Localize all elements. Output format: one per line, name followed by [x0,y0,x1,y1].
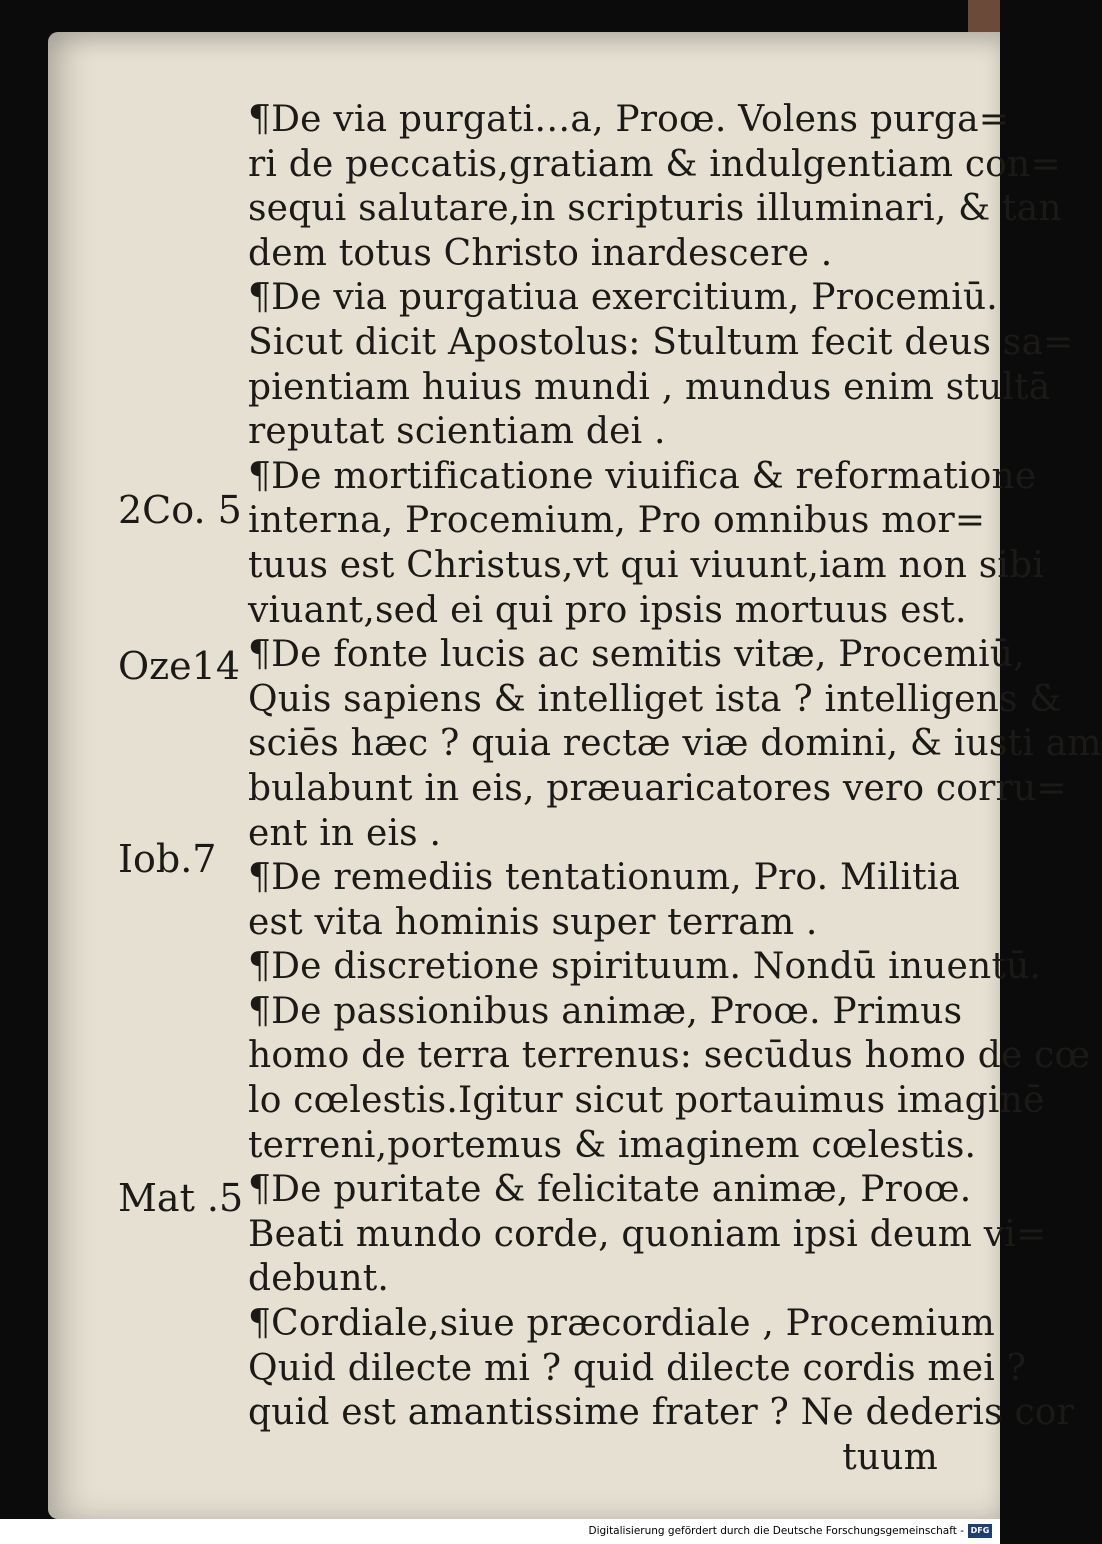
text-line: Quid dilecte mi ? quid dilecte cordis mei ? [248,1347,1027,1389]
text-line: ¶De puritate & felicitate animæ, Proœ. [248,1169,972,1211]
text-line: interna, Procemium, Pro omnibus mor= [248,500,986,542]
text-line: dem totus Christo inardescere . [248,232,833,274]
text-line: ¶De remediis tentationum, Pro. Militia [248,857,961,899]
text-line: ¶De fonte lucis ac semitis vitæ, Procemiū, [248,634,1025,676]
text-line: tuus est Christus,vt qui viuunt,iam non sibi [248,544,1045,586]
text-line: quid est amantissime frater ? Ne dederis cor [248,1392,1075,1434]
text-line: terreni,portemus & imaginem cœlestis. [248,1124,977,1166]
text-line: ¶De via purgati…a, Proœ. Volens purga= [248,99,1010,140]
text-line: debunt. [248,1258,390,1300]
text-line: Beati mundo corde, quoniam ipsi deum vi= [248,1213,1047,1255]
footer-bar [0,1519,1000,1544]
margin-note: Iob.7 [118,837,217,881]
text-line: Sicut dicit Apostolus: Stultum fecit deus sa= [248,321,1074,363]
margin-note: Oze14 [118,644,241,688]
text-line: ¶De via purgatiua exercitium, Procemiū. [248,277,998,319]
text-line: ¶De mortificatione viuifica & reformatione [248,455,1037,497]
text-line: ¶De discretione spirituum. Nondū inuentū. [248,946,1042,988]
text-line: sciēs hæc ? quia rectæ viæ domini, & iusti am [248,723,1102,765]
text-line: viuant,sed ei qui pro ipsis mortuus est. [248,589,967,631]
text-line: ri de peccatis,gratiam & indulgentiam con= [248,143,1061,185]
catchword: tuum [842,1436,938,1478]
text-line: est vita hominis super terram . [248,901,818,943]
text-line: ¶De passionibus animæ, Proœ. Primus [248,990,963,1032]
text-line: sequi salutare,in scripturis illuminari, & tan [248,188,1062,230]
margin-note: Mat .5 [118,1176,244,1220]
text-line: ent in eis . [248,812,442,854]
text-line: pientiam huius mundi , mundus enim stultā [248,366,1051,408]
text-line: reputat scientiam dei . [248,411,666,453]
text-line: bulabunt in eis, præuaricatores vero corru= [248,767,1067,809]
text-line: lo cœlestis.Igitur sicut portauimus imaginē [248,1080,1045,1122]
dfg-logo: DFG [968,1524,992,1538]
text-line: Quis sapiens & intelliget ista ? intelligens & [248,678,1062,720]
text-line: ¶Cordiale,siue præcordiale , Procemium [248,1303,995,1345]
book-page [48,32,1102,1519]
funding-notice: Digitalisierung gefördert durch die Deutsche Forschungsgemeinschaft - [588,1525,964,1537]
margin-note: 2Co. 5 [118,488,242,532]
text-block [248,98,1102,1480]
text-line: homo de terra terrenus: secūdus homo de cœ [248,1035,1091,1077]
